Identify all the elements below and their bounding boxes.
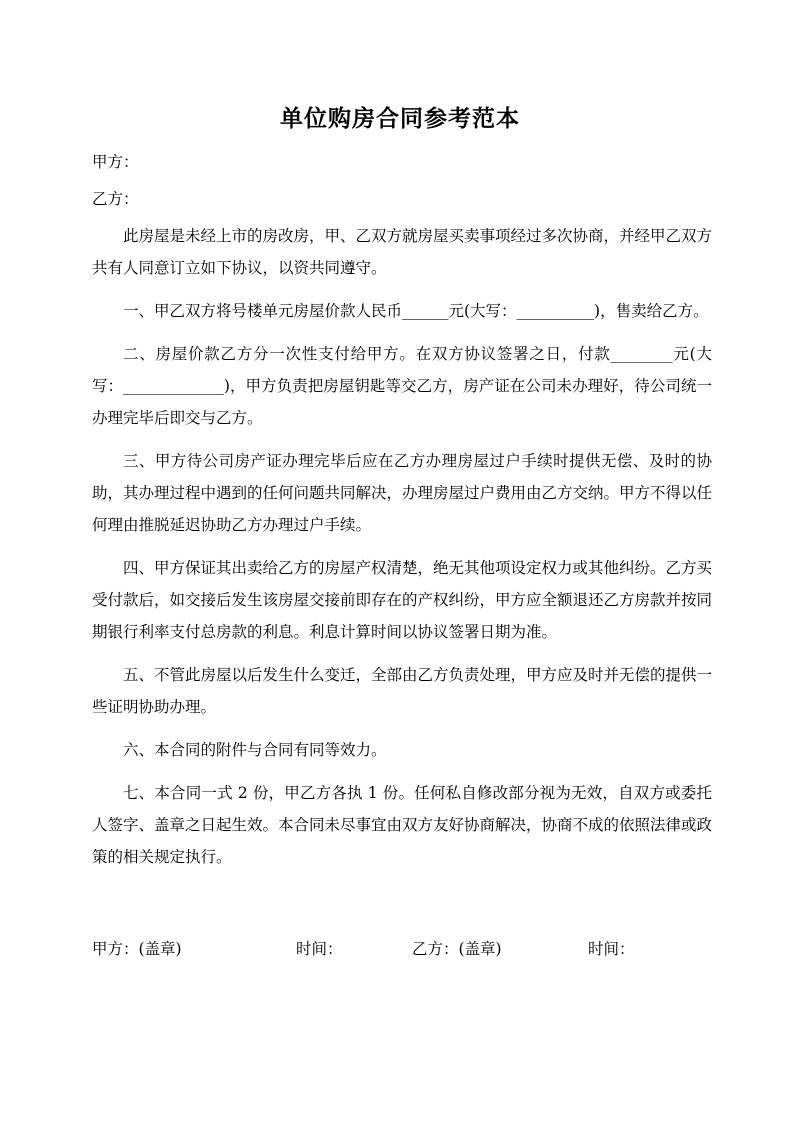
clause-3: 三、甲方待公司房产证办理完毕后应在乙方办理房屋过户手续时提供无偿、及时的协助，其办理过程中遇到的任何问题共同解决，办理房屋过户费用由乙方交纳。甲方不得以任何理由推脱延迟协助乙方办理过户手续。 <box>92 452 713 534</box>
party-b-label: 乙方： <box>92 190 139 208</box>
clause-1: 一、甲乙双方将号楼单元房屋价款人民币______元(大写：__________)，售卖给乙方。 <box>123 302 709 320</box>
party-b-time: 时间： <box>588 940 635 958</box>
intro-paragraph: 此房屋是未经上市的房改房，甲、乙双方就房屋买卖事项经过多次协商，并经甲乙双方共有人同意订立如下协议，以资共同遵守。 <box>92 227 713 277</box>
clause-5: 五、不管此房屋以后发生什么变迁，全部由乙方负责处理，甲方应及时并无偿的提供一些证明协助办理。 <box>92 666 713 716</box>
clause-2: 二、房屋价款乙方分一次性支付给甲方。在双方协议签署之日，付款________元(大写：_____________)，甲方负责把房屋钥匙等交乙方，房产证在公司未办理好，待公司统一办理完毕后即交与乙方。 <box>92 345 712 427</box>
document-title: 单位购房合同参考范本 <box>280 105 520 132</box>
clause-4: 四、甲方保证其出卖给乙方的房屋产权清楚，绝无其他项设定权力或其他纠纷。乙方买受付款后，如交接后发生该房屋交接前即存在的产权纠纷，甲方应全额退还乙方房款并按同期银行利率支付总房款的利息。利息计算时间以协议签署日期为准。 <box>92 559 713 641</box>
contract-body <box>92 220 712 884</box>
clause-6: 六、本合同的附件与合同有同等效力。 <box>123 741 387 759</box>
party-a-label: 甲方： <box>92 153 139 171</box>
party-a-time: 时间： <box>296 940 343 958</box>
party-a-seal: 甲方：(盖章) <box>92 940 182 958</box>
party-b-seal: 乙方：(盖章) <box>412 940 502 958</box>
clause-7: 七、本合同一式 2 份，甲乙方各执 1 份。任何私自修改部分视为无效，自双方或委托人签字、盖章之日起生效。本合同未尽事宜由双方友好协商解决，协商不成的依照法律或政策的相关规定执行。 <box>92 784 713 866</box>
